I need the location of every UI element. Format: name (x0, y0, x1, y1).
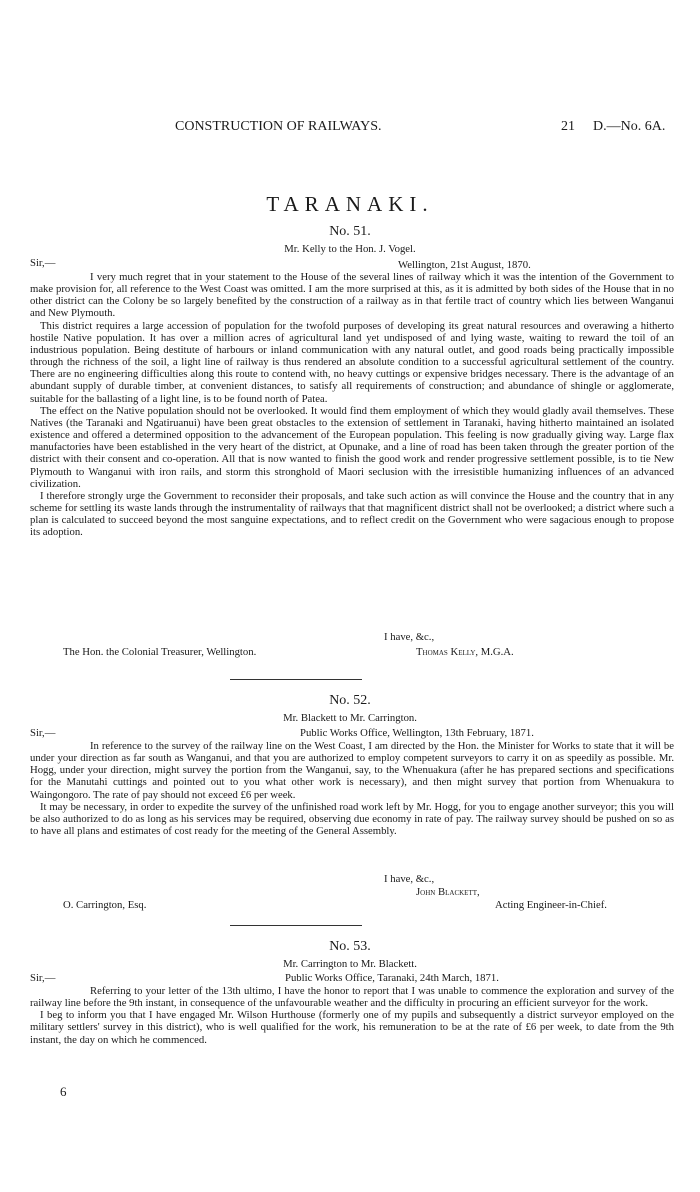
signature-mark: 6 (60, 1084, 67, 1099)
letter-51-paragraph: The effect on the Native population should not be overlooked. It would find them employment of which they would gladly avail themselves. These Natives (the Taranaki and Ngatiruanui) have been great obstacles to the extension of settlement in Taranaki, having hitherto maintained an isolated existence and offered a determined opposition to the advancement of the European population. This feeling is now gradually giving way. Large flax manufactories have been established in the very heart of the district, at Opunake, and a line of road has been taken through the greater portion of the district with their consent and co-operation. All that is now wanted to finish the good work and render progressive settlement possible, is to tie New Plymouth to Wanganui with iron rails, and storm this stronghold of Maori seclusion with the irresistible humanizing influences of an advanced civilization. (30, 404, 674, 490)
letter-52-from-to: Mr. Blackett to Mr. Carrington. (283, 712, 417, 724)
letter-52-signature-title: Acting Engineer-in-Chief. (495, 899, 607, 911)
letter-51-signature: Thomas Kelly, M.G.A. (416, 646, 514, 658)
letter-51-paragraph: This district requires a large accession of population for the twofold purposes of developing its great natural resources and overawing a hitherto hostile Native population. It has over a million acres of agricultural land yet undisposed of and lying waste, waiting to reward the toil of an industrious population. Being destitute of harbours or inland communication with any natural outlet, and good roads being practically impossible through the richness of the soil, a light line of railway is thus rendered an absolute condition to a successful agricultural settlement of the country. There are no engineering difficulties along this route to contend with, no heavy cuttings or expensive bridges necessary. There is the advantage of an abundant supply of durable timber, at convenient distances, to satisfy all requirements of construction; and abundance of shingle or agglomerate, suitable for the ballasting of a light line, is to be found north of Patea. (30, 319, 674, 405)
letter-51-paragraph: I therefore strongly urge the Government to reconsider their proposals, and take such action as will convince the House and the country that in any scheme for settling its waste lands through the instrumentality of railways that that magnificent district shall not be overlooked; a district where such a plan is calculated to succeed beyond the most sanguine expectations, and to reflect credit on the Government who were sagacious enough to propose its adoption. (30, 489, 674, 539)
letter-52-number: No. 52. (329, 693, 371, 708)
letter-53-number: No. 53. (329, 939, 371, 954)
letter-53-salutation: Sir,— (30, 972, 56, 984)
section-divider (230, 679, 362, 680)
letter-51-place-date: Wellington, 21st August, 1870. (398, 259, 531, 271)
running-title: CONSTRUCTION OF RAILWAYS. (175, 119, 382, 134)
letter-53-paragraph: I beg to inform you that I have engaged Mr. Wilson Hurthouse (formerly one of my pupils and subsequently a district surveyor employed on the military settlers' survey in this district), who is well qualified for the work, his remuneration to be at the rate of £6 per week, to date from the 9th instant, the day on which he commenced. (30, 1009, 674, 1046)
section-title: TARANAKI. (266, 192, 434, 216)
page-number: 21 (561, 119, 575, 134)
document-reference: D.—No. 6A. (593, 119, 666, 134)
letter-51-paragraph: I very much regret that in your statement to the House of the several lines of railway which it was the intention of the Government to make provision for, all reference to the West Coast was omitted. I am the more surprised at this, as it is admitted by both sides of the House that in no other district can the Colony be so largely benefited by the construction of a railway as in that fertile tract of country which lies between Wanganui and New Plymouth. (30, 271, 674, 320)
letter-52-paragraph: It may be necessary, in order to expedite the survey of the unfinished road work left by Mr. Hogg, for you to engage another surveyor; this you will be also authorized to do as long as his services may be required, observing due economy in rate of pay. The railway survey should be pushed on so as to have all plans and estimates of cost ready for the meeting of the General Assembly. (30, 800, 674, 838)
section-divider (230, 925, 362, 926)
letter-51-body (30, 271, 674, 538)
letter-53-from-to: Mr. Carrington to Mr. Blackett. (283, 958, 417, 970)
letter-52-salutation: Sir,— (30, 727, 56, 739)
letter-51-number: No. 51. (329, 224, 371, 239)
letter-53-paragraph: Referring to your letter of the 13th ultimo, I have the honor to report that I was unable to commence the exploration and survey of the railway line before the 9th instant, in consequence of the unfavourable weather and the difficulty in procuring an efficient surveyor for the work. (30, 985, 674, 1010)
letter-52-paragraph: In reference to the survey of the railway line on the West Coast, I am directed by the Hon. the Minister for Works to state that it will be under your direction as far south as Wanganui, and that you are authorized to employ competent surveyors to carry it on as speedily as possible. Mr. Hogg, under your direction, might survey the portion from the Wanganui, say, to the Whenuakura (after he has prepared sections and specifications for the Manutahi cuttings and pointed out to you what other work is necessary), and then might survey that portion from Whenuakura to Waingongoro. The rate of pay should not exceed £6 per week. (30, 740, 674, 801)
letter-52-body (30, 740, 674, 837)
letter-53-body (30, 985, 674, 1046)
letter-53-place-date: Public Works Office, Taranaki, 24th March, 1871. (285, 972, 499, 984)
letter-51-closing: I have, &c., (384, 631, 435, 643)
letter-52-signature: John Blackett, (416, 886, 480, 898)
letter-51-from-to: Mr. Kelly to the Hon. J. Vogel. (284, 243, 416, 255)
letter-52-closing: I have, &c., (384, 873, 435, 885)
letter-52-place-date: Public Works Office, Wellington, 13th February, 1871. (300, 727, 534, 739)
letter-52-addressee: O. Carrington, Esq. (63, 899, 147, 911)
letter-51-salutation: Sir,— (30, 257, 56, 269)
letter-51-addressee: The Hon. the Colonial Treasurer, Wellington. (63, 646, 257, 658)
